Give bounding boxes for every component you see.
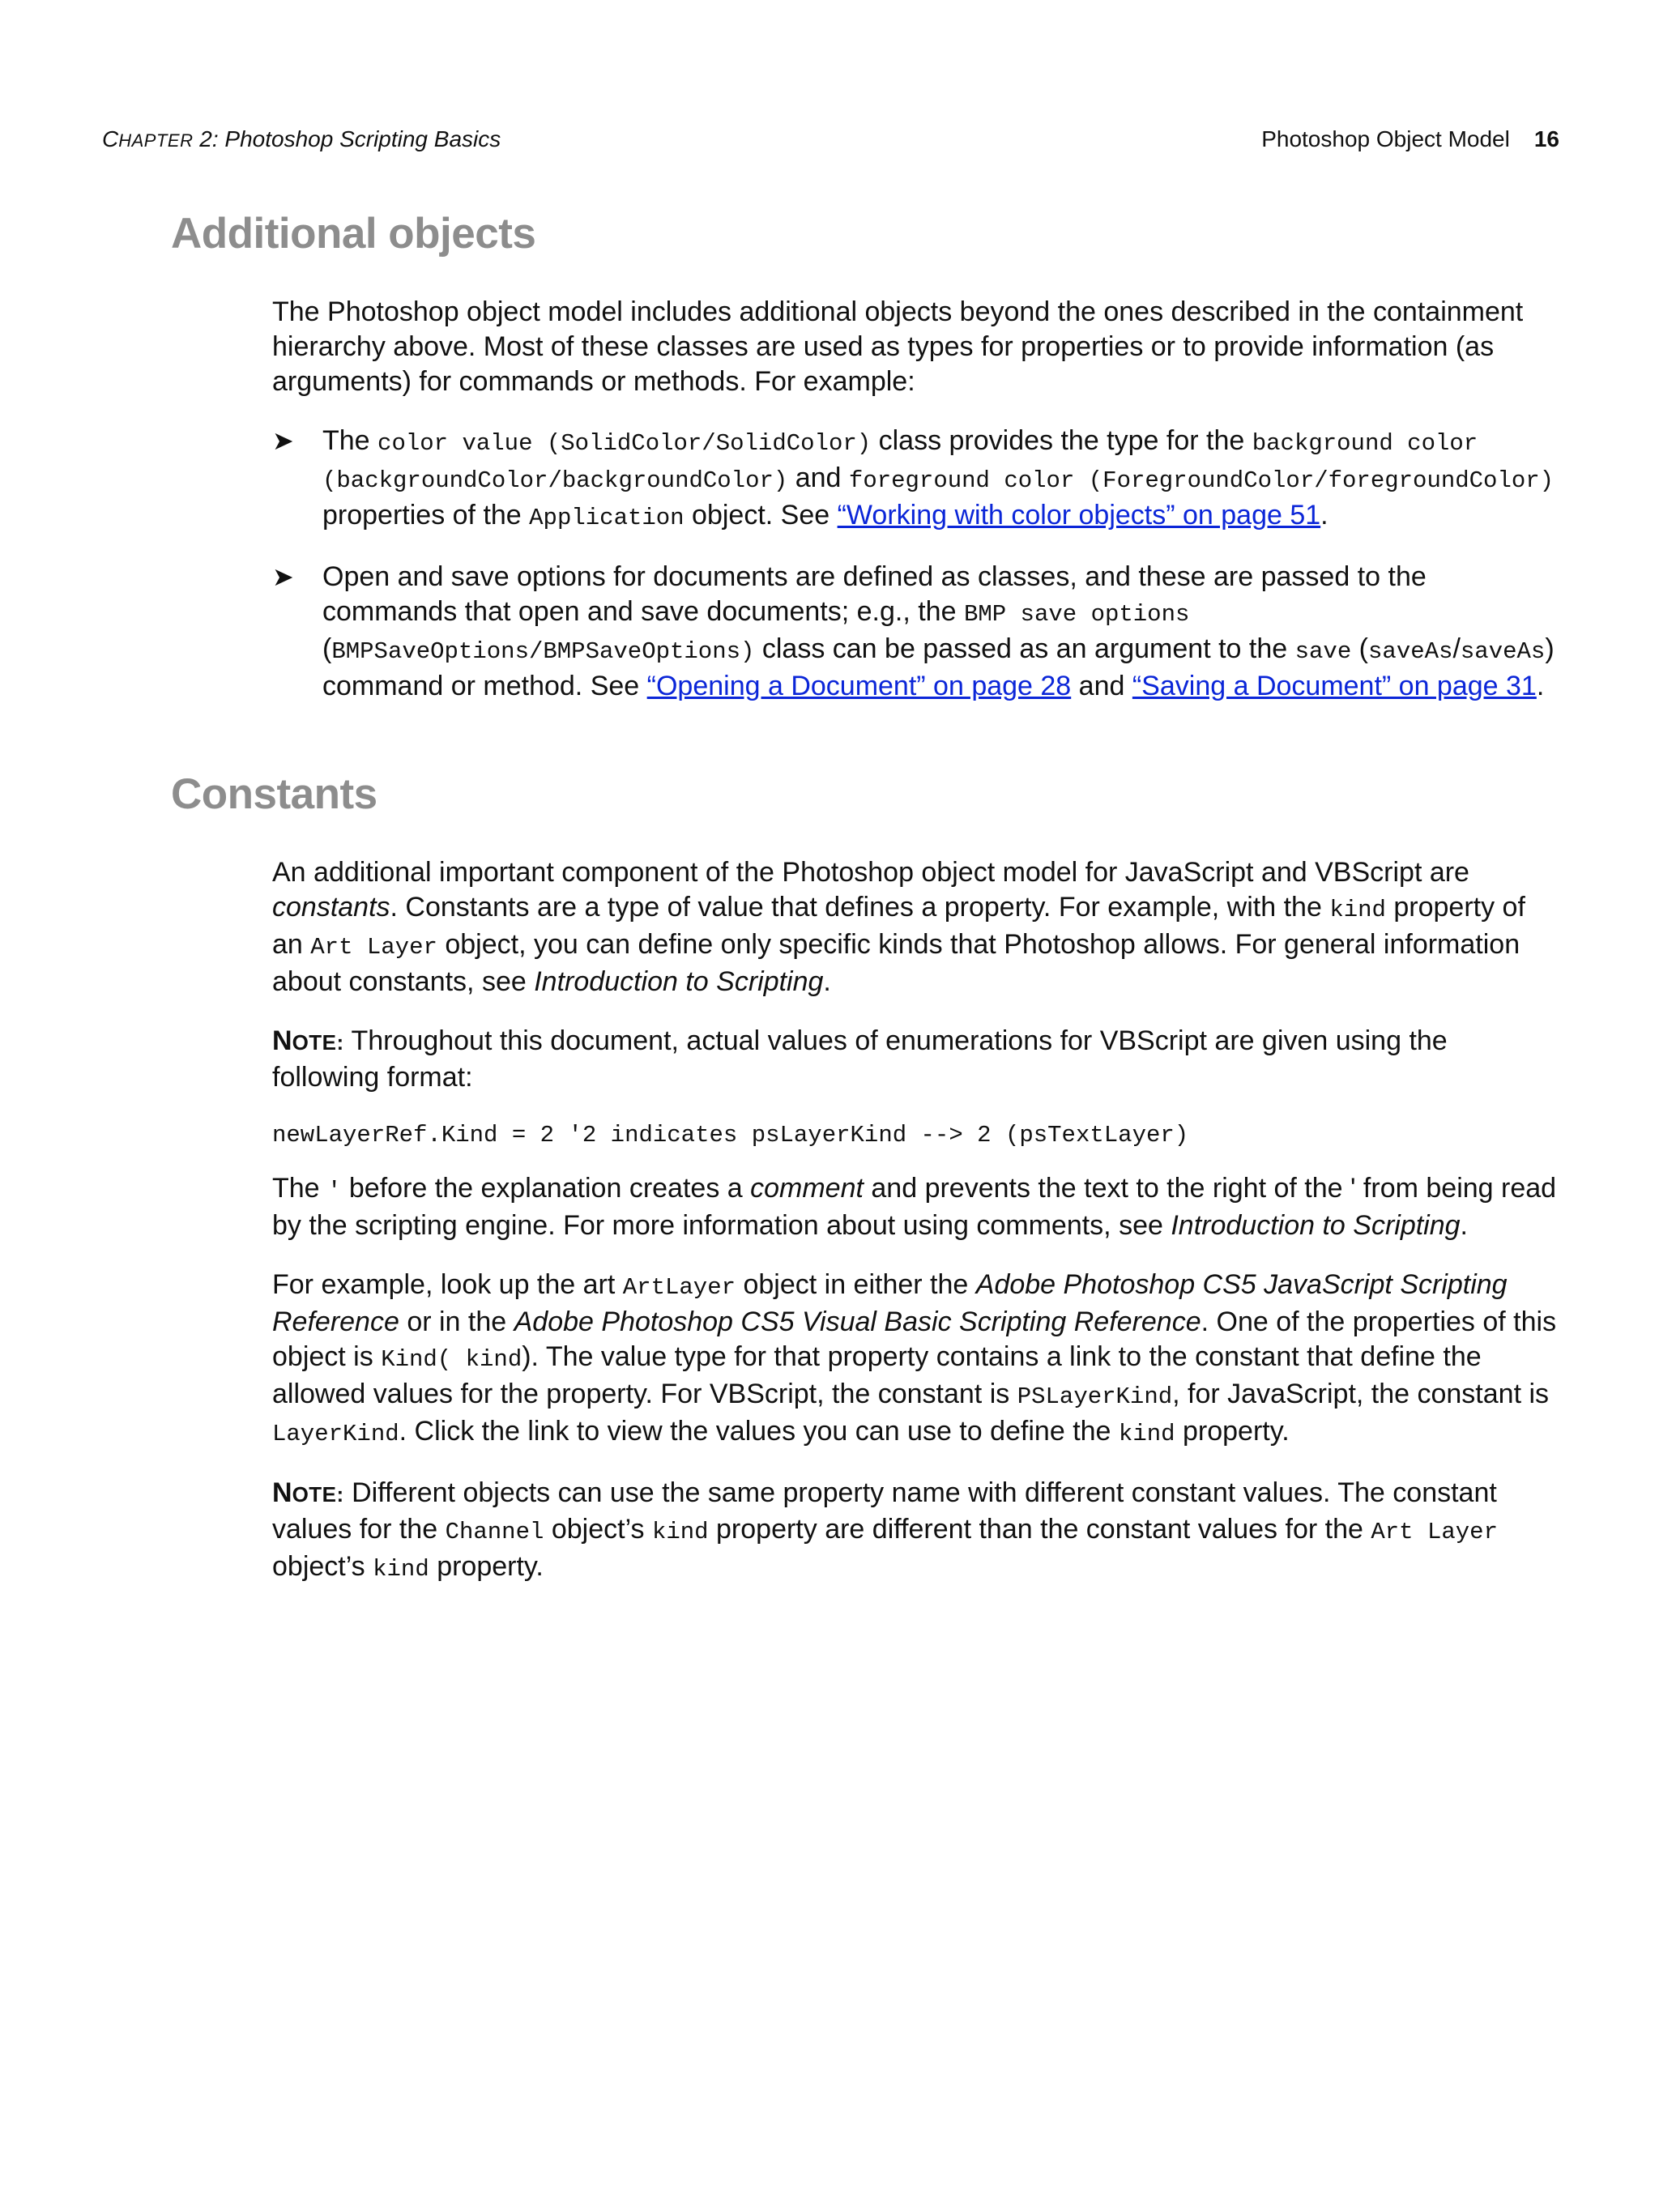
page-number: 16: [1533, 126, 1559, 151]
link-working-with-color-objects[interactable]: “Working with color objects” on page 51: [837, 500, 1321, 531]
list-item: ➤ Open and save options for documents are defined as classes, and these are passed to the commands that open and save documents; e.g., the BMP save options (BMPSaveOptions/BMPSaveOptions) class can be passed as an argument to the save (saveAs/saveAs) command or method. See “Opening a Document” on page 28 and “Saving a Document” on page 31.: [272, 561, 1555, 701]
additional-objects-body: [272, 295, 1560, 704]
heading-additional-objects: Additional objects: [171, 210, 536, 258]
constants-body: [272, 855, 1560, 1587]
note-label: NOTE:: [272, 1025, 344, 1056]
list-item: ➤ The color value (SolidColor/SolidColor) class provides the type for the background color (backgroundColor/backgroundColor) and foreground color (ForegroundColor/foregroundColor) properties of the Application object. See “Working with color objects” on page 51.: [272, 425, 1555, 531]
bullet-arrow-icon: ➤: [272, 562, 294, 591]
section-name: Photoshop Object Model: [1261, 126, 1510, 151]
additional-bullet-list: [272, 424, 1560, 704]
link-opening-a-document[interactable]: “Opening a Document” on page 28: [646, 671, 1072, 701]
running-header: [102, 126, 1559, 159]
bullet-arrow-icon: ➤: [272, 426, 294, 455]
heading-constants: Constants: [171, 770, 377, 818]
note-constant-values: NOTE: Different objects can use the same property name with different constant values. The constant values for the Channel object’s kind property are different than the constant values for the Art Layer object’s kind property.: [272, 1477, 1498, 1583]
section-page-info: [1261, 126, 1559, 152]
chapter-title: CHAPTER 2: Photoshop Scripting Basics: [102, 126, 501, 151]
code-example: newLayerRef.Kind = 2 '2 indicates psLayerKind --> 2 (psTextLayer): [272, 1122, 1189, 1149]
constants-paragraph-1: An additional important component of the Photoshop object model for JavaScript and VBScript are constants. Constants are a type of value that defines a property. For example, with the kind property of an Art Layer object, you can define only specific kinds that Photoshop allows. For general information about constants, see Introduction to Scripting.: [272, 857, 1525, 997]
additional-intro-paragraph: The Photoshop object model includes additional objects beyond the ones described in the containment hierarchy above. Most of these classes are used as types for properties or to provide information (as arguments) for commands or methods. For example:: [272, 296, 1524, 397]
note-enumerations: NOTE: Throughout this document, actual values of enumerations for VBScript are given using the following format:: [272, 1025, 1448, 1093]
note-label: NOTE:: [272, 1477, 344, 1508]
link-saving-a-document[interactable]: “Saving a Document” on page 31: [1132, 671, 1537, 701]
constants-paragraph-3: For example, look up the art ArtLayer object in either the Adobe Photoshop CS5 JavaScript Scripting Reference or in the Adobe Photoshop CS5 Visual Basic Scripting Reference. One of the properties of this object is Kind( kind). The value type for that property contains a link to the constant that define the allowed values for the property. For VBScript, the constant is PSLayerKind, for JavaScript, the constant is LayerKind. Click the link to view the values you can use to define the kind property.: [272, 1269, 1557, 1447]
constants-paragraph-2: The ' before the explanation creates a comment and prevents the text to the right of the ' from being read by the scripting engine. For more information about using comments, see Introduction to Scripting.: [272, 1173, 1557, 1241]
